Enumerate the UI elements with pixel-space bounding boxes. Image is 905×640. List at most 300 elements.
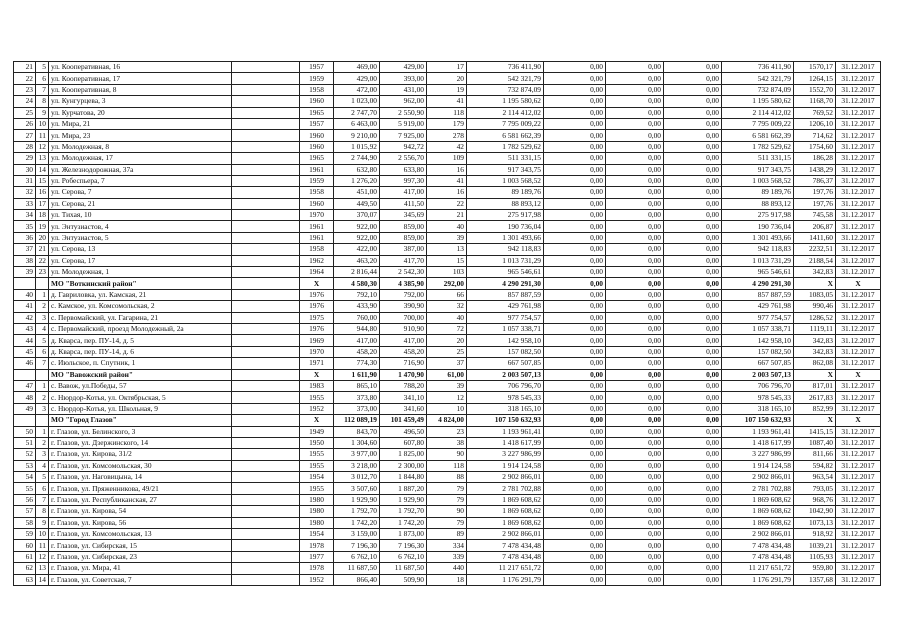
cost-fund-cell: 0,00 — [544, 437, 606, 448]
sub-number: 3 — [36, 403, 49, 414]
table-row — [14, 380, 881, 391]
cost-cell: 429 761,98 — [467, 301, 544, 312]
deadline-cell: 31.12.2017 — [836, 96, 881, 107]
address-cell: ул. Молодежная, 8 — [49, 141, 232, 152]
row-number: 62 — [14, 563, 36, 574]
cost-cell: 1 176 291,79 — [467, 574, 544, 585]
address-cell: ул. Серова, 7 — [49, 187, 232, 198]
unit-cost-cell: 1042,90 — [794, 506, 836, 517]
living-area-cell: 997,30 — [380, 175, 427, 186]
unit-cost-cell: 1411,60 — [794, 232, 836, 243]
living-area-cell: 788,20 — [380, 380, 427, 391]
cost-total-cell: 736 411,90 — [722, 62, 794, 73]
sub-number: 2 — [36, 392, 49, 403]
year-cell: 1958 — [300, 187, 334, 198]
cost-other-cell: 0,00 — [664, 210, 722, 221]
total-area-cell: 1 792,70 — [334, 506, 380, 517]
living-area-cell: 341,10 — [380, 392, 427, 403]
living-area-cell: 2 556,70 — [380, 153, 427, 164]
year-cell: 1962 — [300, 255, 334, 266]
cost-other-cell: 0,00 — [664, 73, 722, 84]
table-row — [14, 312, 881, 323]
row-number: 63 — [14, 574, 36, 585]
blank-cell — [232, 563, 300, 574]
deadline-cell: 31.12.2017 — [836, 244, 881, 255]
deadline-cell: 31.12.2017 — [836, 437, 881, 448]
living-area-cell: 859,00 — [380, 221, 427, 232]
year-cell: 1959 — [300, 73, 334, 84]
year-cell: 1955 — [300, 449, 334, 460]
total-area-cell: 1 742,20 — [334, 517, 380, 528]
row-number: 33 — [14, 198, 36, 209]
blank-cell — [232, 187, 300, 198]
cost-other-cell: 0,00 — [664, 392, 722, 403]
cost-cell: 2 781 702,88 — [467, 483, 544, 494]
unit-cost-cell: 186,28 — [794, 153, 836, 164]
cost-other-cell: 0,00 — [664, 153, 722, 164]
blank-cell — [232, 517, 300, 528]
cost-total-cell: 942 118,83 — [722, 244, 794, 255]
table-row — [14, 267, 881, 278]
deadline-cell: 31.12.2017 — [836, 460, 881, 471]
unit-cost-cell: 2232,51 — [794, 244, 836, 255]
sub-number: 8 — [36, 506, 49, 517]
sub-number: 21 — [36, 244, 49, 255]
sub-number: 12 — [36, 141, 49, 152]
blank-cell — [232, 312, 300, 323]
cost-budget-cell: 0,00 — [606, 369, 664, 380]
total-area-cell: 944,80 — [334, 323, 380, 334]
address-cell: ул. Кунгурцева, 3 — [49, 96, 232, 107]
residents-cell: 179 — [427, 118, 467, 129]
living-area-cell: 509,90 — [380, 574, 427, 585]
table-row — [14, 210, 881, 221]
row-number: 43 — [14, 323, 36, 334]
cost-fund-cell: 0,00 — [544, 244, 606, 255]
cost-cell: 542 321,79 — [467, 73, 544, 84]
cost-fund-cell: 0,00 — [544, 232, 606, 243]
total-area-cell: 9 210,00 — [334, 130, 380, 141]
table-row — [14, 483, 881, 494]
sub-number: 6 — [36, 483, 49, 494]
address-cell: ул. Энтузиастов, 5 — [49, 232, 232, 243]
cost-other-cell: 0,00 — [664, 460, 722, 471]
living-area-cell: 6 762,10 — [380, 551, 427, 562]
address-cell: ул. Мира, 23 — [49, 130, 232, 141]
cost-cell: 7 795 009,22 — [467, 118, 544, 129]
unit-cost-cell: 963,54 — [794, 472, 836, 483]
cost-total-cell: 917 343,75 — [722, 164, 794, 175]
cost-other-cell: 0,00 — [664, 472, 722, 483]
total-area-cell: 112 089,19 — [334, 415, 380, 426]
cost-fund-cell: 0,00 — [544, 517, 606, 528]
living-area-cell: 393,00 — [380, 73, 427, 84]
cost-other-cell: 0,00 — [664, 198, 722, 209]
deadline-cell: 31.12.2017 — [836, 73, 881, 84]
living-area-cell: 411,50 — [380, 198, 427, 209]
row-number: 36 — [14, 232, 36, 243]
total-area-cell: 6 463,00 — [334, 118, 380, 129]
residents-cell: 278 — [427, 130, 467, 141]
unit-cost-cell: 811,66 — [794, 449, 836, 460]
cost-fund-cell: 0,00 — [544, 289, 606, 300]
residents-cell: 89 — [427, 529, 467, 540]
residents-cell: 41 — [427, 175, 467, 186]
cost-cell: 732 874,09 — [467, 84, 544, 95]
unit-cost-cell: 1357,68 — [794, 574, 836, 585]
sub-number: 12 — [36, 551, 49, 562]
row-number: 24 — [14, 96, 36, 107]
address-cell: г. Глазов, ул. Пряженникова, 49/21 — [49, 483, 232, 494]
total-area-cell: 3 507,60 — [334, 483, 380, 494]
cost-cell: 1 195 580,62 — [467, 96, 544, 107]
cost-total-cell: 1 193 961,41 — [722, 426, 794, 437]
cost-cell: 2 902 866,01 — [467, 472, 544, 483]
unit-cost-cell: X — [794, 369, 836, 380]
cost-cell: 4 290 291,30 — [467, 278, 544, 289]
year-cell: 1954 — [300, 529, 334, 540]
address-cell: ул. Железнодорожная, 37а — [49, 164, 232, 175]
row-number: 53 — [14, 460, 36, 471]
sub-number: 14 — [36, 164, 49, 175]
blank-cell — [232, 175, 300, 186]
cost-budget-cell: 0,00 — [606, 460, 664, 471]
address-cell: ул. Курчатова, 20 — [49, 107, 232, 118]
table-row — [14, 437, 881, 448]
cost-other-cell: 0,00 — [664, 289, 722, 300]
cost-cell: 917 343,75 — [467, 164, 544, 175]
row-number: 42 — [14, 312, 36, 323]
blank-cell — [232, 73, 300, 84]
cost-fund-cell: 0,00 — [544, 323, 606, 334]
cost-cell: 6 581 662,39 — [467, 130, 544, 141]
total-area-cell: 774,30 — [334, 358, 380, 369]
year-cell: 1959 — [300, 175, 334, 186]
table-row — [14, 449, 881, 460]
year-cell: 1957 — [300, 118, 334, 129]
year-cell: 1955 — [300, 392, 334, 403]
cost-fund-cell: 0,00 — [544, 221, 606, 232]
cost-total-cell: 977 754,57 — [722, 312, 794, 323]
address-cell: г. Глазов, ул. Дзержинского, 14 — [49, 437, 232, 448]
year-cell: 1978 — [300, 563, 334, 574]
residents-cell: 4 824,00 — [427, 415, 467, 426]
cost-fund-cell: 0,00 — [544, 380, 606, 391]
cost-fund-cell: 0,00 — [544, 84, 606, 95]
row-number: 35 — [14, 221, 36, 232]
cost-cell: 511 331,15 — [467, 153, 544, 164]
blank-cell — [232, 369, 300, 380]
total-area-cell: 922,00 — [334, 232, 380, 243]
unit-cost-cell: 2617,83 — [794, 392, 836, 403]
residents-cell: 66 — [427, 289, 467, 300]
deadline-cell: 31.12.2017 — [836, 118, 881, 129]
unit-cost-cell: 594,82 — [794, 460, 836, 471]
unit-cost-cell: 1168,70 — [794, 96, 836, 107]
cost-budget-cell: 0,00 — [606, 437, 664, 448]
table-row — [14, 141, 881, 152]
cost-budget-cell: 0,00 — [606, 358, 664, 369]
table-row — [14, 529, 881, 540]
residents-cell: 39 — [427, 380, 467, 391]
living-area-cell: 1 470,90 — [380, 369, 427, 380]
row-number: 48 — [14, 392, 36, 403]
total-area-cell: 1 611,90 — [334, 369, 380, 380]
year-cell: 1954 — [300, 472, 334, 483]
living-area-cell: 101 459,49 — [380, 415, 427, 426]
cost-cell: 190 736,04 — [467, 221, 544, 232]
cost-budget-cell: 0,00 — [606, 335, 664, 346]
table-row — [14, 426, 881, 437]
residents-cell: 72 — [427, 323, 467, 334]
cost-total-cell: 978 545,33 — [722, 392, 794, 403]
sub-number: 23 — [36, 267, 49, 278]
total-area-cell: 451,00 — [334, 187, 380, 198]
cost-fund-cell: 0,00 — [544, 96, 606, 107]
table-row — [14, 460, 881, 471]
row-number: 49 — [14, 403, 36, 414]
cost-budget-cell: 0,00 — [606, 472, 664, 483]
residents-cell: 38 — [427, 437, 467, 448]
year-cell: 1976 — [300, 323, 334, 334]
cost-budget-cell: 0,00 — [606, 198, 664, 209]
cost-cell: 1 013 731,29 — [467, 255, 544, 266]
cost-budget-cell: 0,00 — [606, 164, 664, 175]
deadline-cell: 31.12.2017 — [836, 267, 881, 278]
cost-fund-cell: 0,00 — [544, 187, 606, 198]
cost-cell: 318 165,10 — [467, 403, 544, 414]
cost-other-cell: 0,00 — [664, 517, 722, 528]
living-area-cell: 1 929,90 — [380, 494, 427, 505]
cost-other-cell: 0,00 — [664, 255, 722, 266]
deadline-cell: 31.12.2017 — [836, 107, 881, 118]
cost-budget-cell: 0,00 — [606, 517, 664, 528]
total-area-cell: 843,70 — [334, 426, 380, 437]
cost-other-cell: 0,00 — [664, 232, 722, 243]
cost-total-cell: 965 546,61 — [722, 267, 794, 278]
total-area-cell: 1 929,90 — [334, 494, 380, 505]
living-area-cell: 345,69 — [380, 210, 427, 221]
row-number: 54 — [14, 472, 36, 483]
cost-budget-cell: 0,00 — [606, 301, 664, 312]
cost-fund-cell: 0,00 — [544, 563, 606, 574]
table-row — [14, 358, 881, 369]
year-cell: 1969 — [300, 335, 334, 346]
living-area-cell: 7 925,00 — [380, 130, 427, 141]
cost-cell: 11 217 651,72 — [467, 563, 544, 574]
cost-fund-cell: 0,00 — [544, 175, 606, 186]
blank-cell — [232, 301, 300, 312]
cost-total-cell: 142 958,10 — [722, 335, 794, 346]
unit-cost-cell: 1552,70 — [794, 84, 836, 95]
cost-cell: 706 796,70 — [467, 380, 544, 391]
deadline-cell: 31.12.2017 — [836, 84, 881, 95]
cost-cell: 965 546,61 — [467, 267, 544, 278]
cost-cell: 1 869 608,62 — [467, 506, 544, 517]
deadline-cell: 31.12.2017 — [836, 449, 881, 460]
sub-number: 18 — [36, 210, 49, 221]
living-area-cell: 633,80 — [380, 164, 427, 175]
address-cell: г. Глазов, ул. Кирова, 31/2 — [49, 449, 232, 460]
cost-cell: 2 114 412,02 — [467, 107, 544, 118]
cost-budget-cell: 0,00 — [606, 289, 664, 300]
cost-total-cell: 2 902 866,01 — [722, 472, 794, 483]
address-cell: ул. Серова, 21 — [49, 198, 232, 209]
total-area-cell: 865,10 — [334, 380, 380, 391]
year-cell: 1965 — [300, 107, 334, 118]
table-row — [14, 563, 881, 574]
address-cell: г. Глазов, ул. Республиканская, 27 — [49, 494, 232, 505]
row-number: 31 — [14, 175, 36, 186]
living-area-cell: 2 550,90 — [380, 107, 427, 118]
blank-cell — [232, 403, 300, 414]
row-number: 50 — [14, 426, 36, 437]
cost-total-cell: 1 003 568,52 — [722, 175, 794, 186]
unit-cost-cell: 1087,40 — [794, 437, 836, 448]
blank-cell — [232, 494, 300, 505]
total-area-cell: 458,20 — [334, 346, 380, 357]
unit-cost-cell: 2188,54 — [794, 255, 836, 266]
total-area-cell: 3 218,00 — [334, 460, 380, 471]
year-cell: 1950 — [300, 437, 334, 448]
living-area-cell: 2 300,00 — [380, 460, 427, 471]
row-number: 57 — [14, 506, 36, 517]
cost-budget-cell: 0,00 — [606, 130, 664, 141]
cost-budget-cell: 0,00 — [606, 107, 664, 118]
unit-cost-cell: 852,99 — [794, 403, 836, 414]
cost-total-cell: 732 874,09 — [722, 84, 794, 95]
unit-cost-cell: 1438,29 — [794, 164, 836, 175]
unit-cost-cell: 959,80 — [794, 563, 836, 574]
year-cell: 1955 — [300, 460, 334, 471]
residents-cell: 90 — [427, 449, 467, 460]
table-row — [14, 198, 881, 209]
year-cell: 1955 — [300, 483, 334, 494]
blank-cell — [232, 198, 300, 209]
blank-cell — [232, 164, 300, 175]
cost-total-cell: 275 917,98 — [722, 210, 794, 221]
residents-cell: 440 — [427, 563, 467, 574]
total-area-cell: 2 747,70 — [334, 107, 380, 118]
year-cell: 1971 — [300, 358, 334, 369]
cost-cell: 857 887,59 — [467, 289, 544, 300]
cost-other-cell: 0,00 — [664, 506, 722, 517]
blank-cell — [232, 540, 300, 551]
deadline-cell: 31.12.2017 — [836, 426, 881, 437]
total-area-cell: 469,00 — [334, 62, 380, 73]
residents-cell: 103 — [427, 267, 467, 278]
unit-cost-cell: 197,76 — [794, 187, 836, 198]
residents-cell: 61,00 — [427, 369, 467, 380]
deadline-cell: X — [836, 369, 881, 380]
total-area-cell: 449,50 — [334, 198, 380, 209]
cost-other-cell: 0,00 — [664, 244, 722, 255]
row-number: 41 — [14, 301, 36, 312]
deadline-cell: X — [836, 415, 881, 426]
living-area-cell: 417,70 — [380, 255, 427, 266]
table-row — [14, 551, 881, 562]
total-area-cell: 417,00 — [334, 335, 380, 346]
table-row — [14, 73, 881, 84]
sub-number: 11 — [36, 130, 49, 141]
table-row — [14, 517, 881, 528]
total-area-cell: 433,90 — [334, 301, 380, 312]
year-cell: 1965 — [300, 153, 334, 164]
unit-cost-cell: 1264,15 — [794, 73, 836, 84]
residents-cell: 40 — [427, 221, 467, 232]
cost-budget-cell: 0,00 — [606, 255, 664, 266]
living-area-cell: 496,50 — [380, 426, 427, 437]
living-area-cell: 431,00 — [380, 84, 427, 95]
cost-total-cell: 3 227 986,99 — [722, 449, 794, 460]
address-cell: г. Глазов, ул. Комсомольская, 13 — [49, 529, 232, 540]
cost-cell: 142 958,10 — [467, 335, 544, 346]
cost-budget-cell: 0,00 — [606, 380, 664, 391]
row-number: 29 — [14, 153, 36, 164]
cost-cell: 1 418 617,99 — [467, 437, 544, 448]
year-cell: 1976 — [300, 301, 334, 312]
row-number: 34 — [14, 210, 36, 221]
cost-other-cell: 0,00 — [664, 118, 722, 129]
cost-other-cell: 0,00 — [664, 426, 722, 437]
living-area-cell: 5 919,00 — [380, 118, 427, 129]
sub-number: 3 — [36, 449, 49, 460]
cost-other-cell: 0,00 — [664, 62, 722, 73]
cost-other-cell: 0,00 — [664, 175, 722, 186]
address-cell: г. Глазов, ул. Сибирская, 23 — [49, 551, 232, 562]
residents-cell: 39 — [427, 232, 467, 243]
cost-other-cell: 0,00 — [664, 312, 722, 323]
cost-budget-cell: 0,00 — [606, 574, 664, 585]
cost-fund-cell: 0,00 — [544, 301, 606, 312]
total-area-cell: 2 744,90 — [334, 153, 380, 164]
cost-fund-cell: 0,00 — [544, 426, 606, 437]
unit-cost-cell: 1206,10 — [794, 118, 836, 129]
cost-fund-cell: 0,00 — [544, 312, 606, 323]
cost-fund-cell: 0,00 — [544, 369, 606, 380]
total-area-cell: 922,00 — [334, 221, 380, 232]
row-number: 21 — [14, 62, 36, 73]
cost-budget-cell: 0,00 — [606, 540, 664, 551]
cost-budget-cell: 0,00 — [606, 483, 664, 494]
living-area-cell: 910,90 — [380, 323, 427, 334]
address-cell: ул. Энтузиастов, 4 — [49, 221, 232, 232]
cost-budget-cell: 0,00 — [606, 118, 664, 129]
deadline-cell: 31.12.2017 — [836, 506, 881, 517]
row-number: 52 — [14, 449, 36, 460]
cost-total-cell: 1 301 493,66 — [722, 232, 794, 243]
living-area-cell: 1 844,80 — [380, 472, 427, 483]
cost-other-cell: 0,00 — [664, 107, 722, 118]
unit-cost-cell: 714,62 — [794, 130, 836, 141]
table-row — [14, 289, 881, 300]
sub-number: 16 — [36, 187, 49, 198]
deadline-cell: 31.12.2017 — [836, 358, 881, 369]
year-cell: X — [300, 278, 334, 289]
sub-number: 5 — [36, 62, 49, 73]
living-area-cell: 962,00 — [380, 96, 427, 107]
living-area-cell: 1 792,70 — [380, 506, 427, 517]
cost-fund-cell: 0,00 — [544, 267, 606, 278]
unit-cost-cell: 918,92 — [794, 529, 836, 540]
total-area-cell: 370,07 — [334, 210, 380, 221]
cost-cell: 977 754,57 — [467, 312, 544, 323]
cost-total-cell: 706 796,70 — [722, 380, 794, 391]
unit-cost-cell: 342,83 — [794, 346, 836, 357]
table-row — [14, 84, 881, 95]
total-area-cell: 3 977,00 — [334, 449, 380, 460]
sub-number: 3 — [36, 312, 49, 323]
